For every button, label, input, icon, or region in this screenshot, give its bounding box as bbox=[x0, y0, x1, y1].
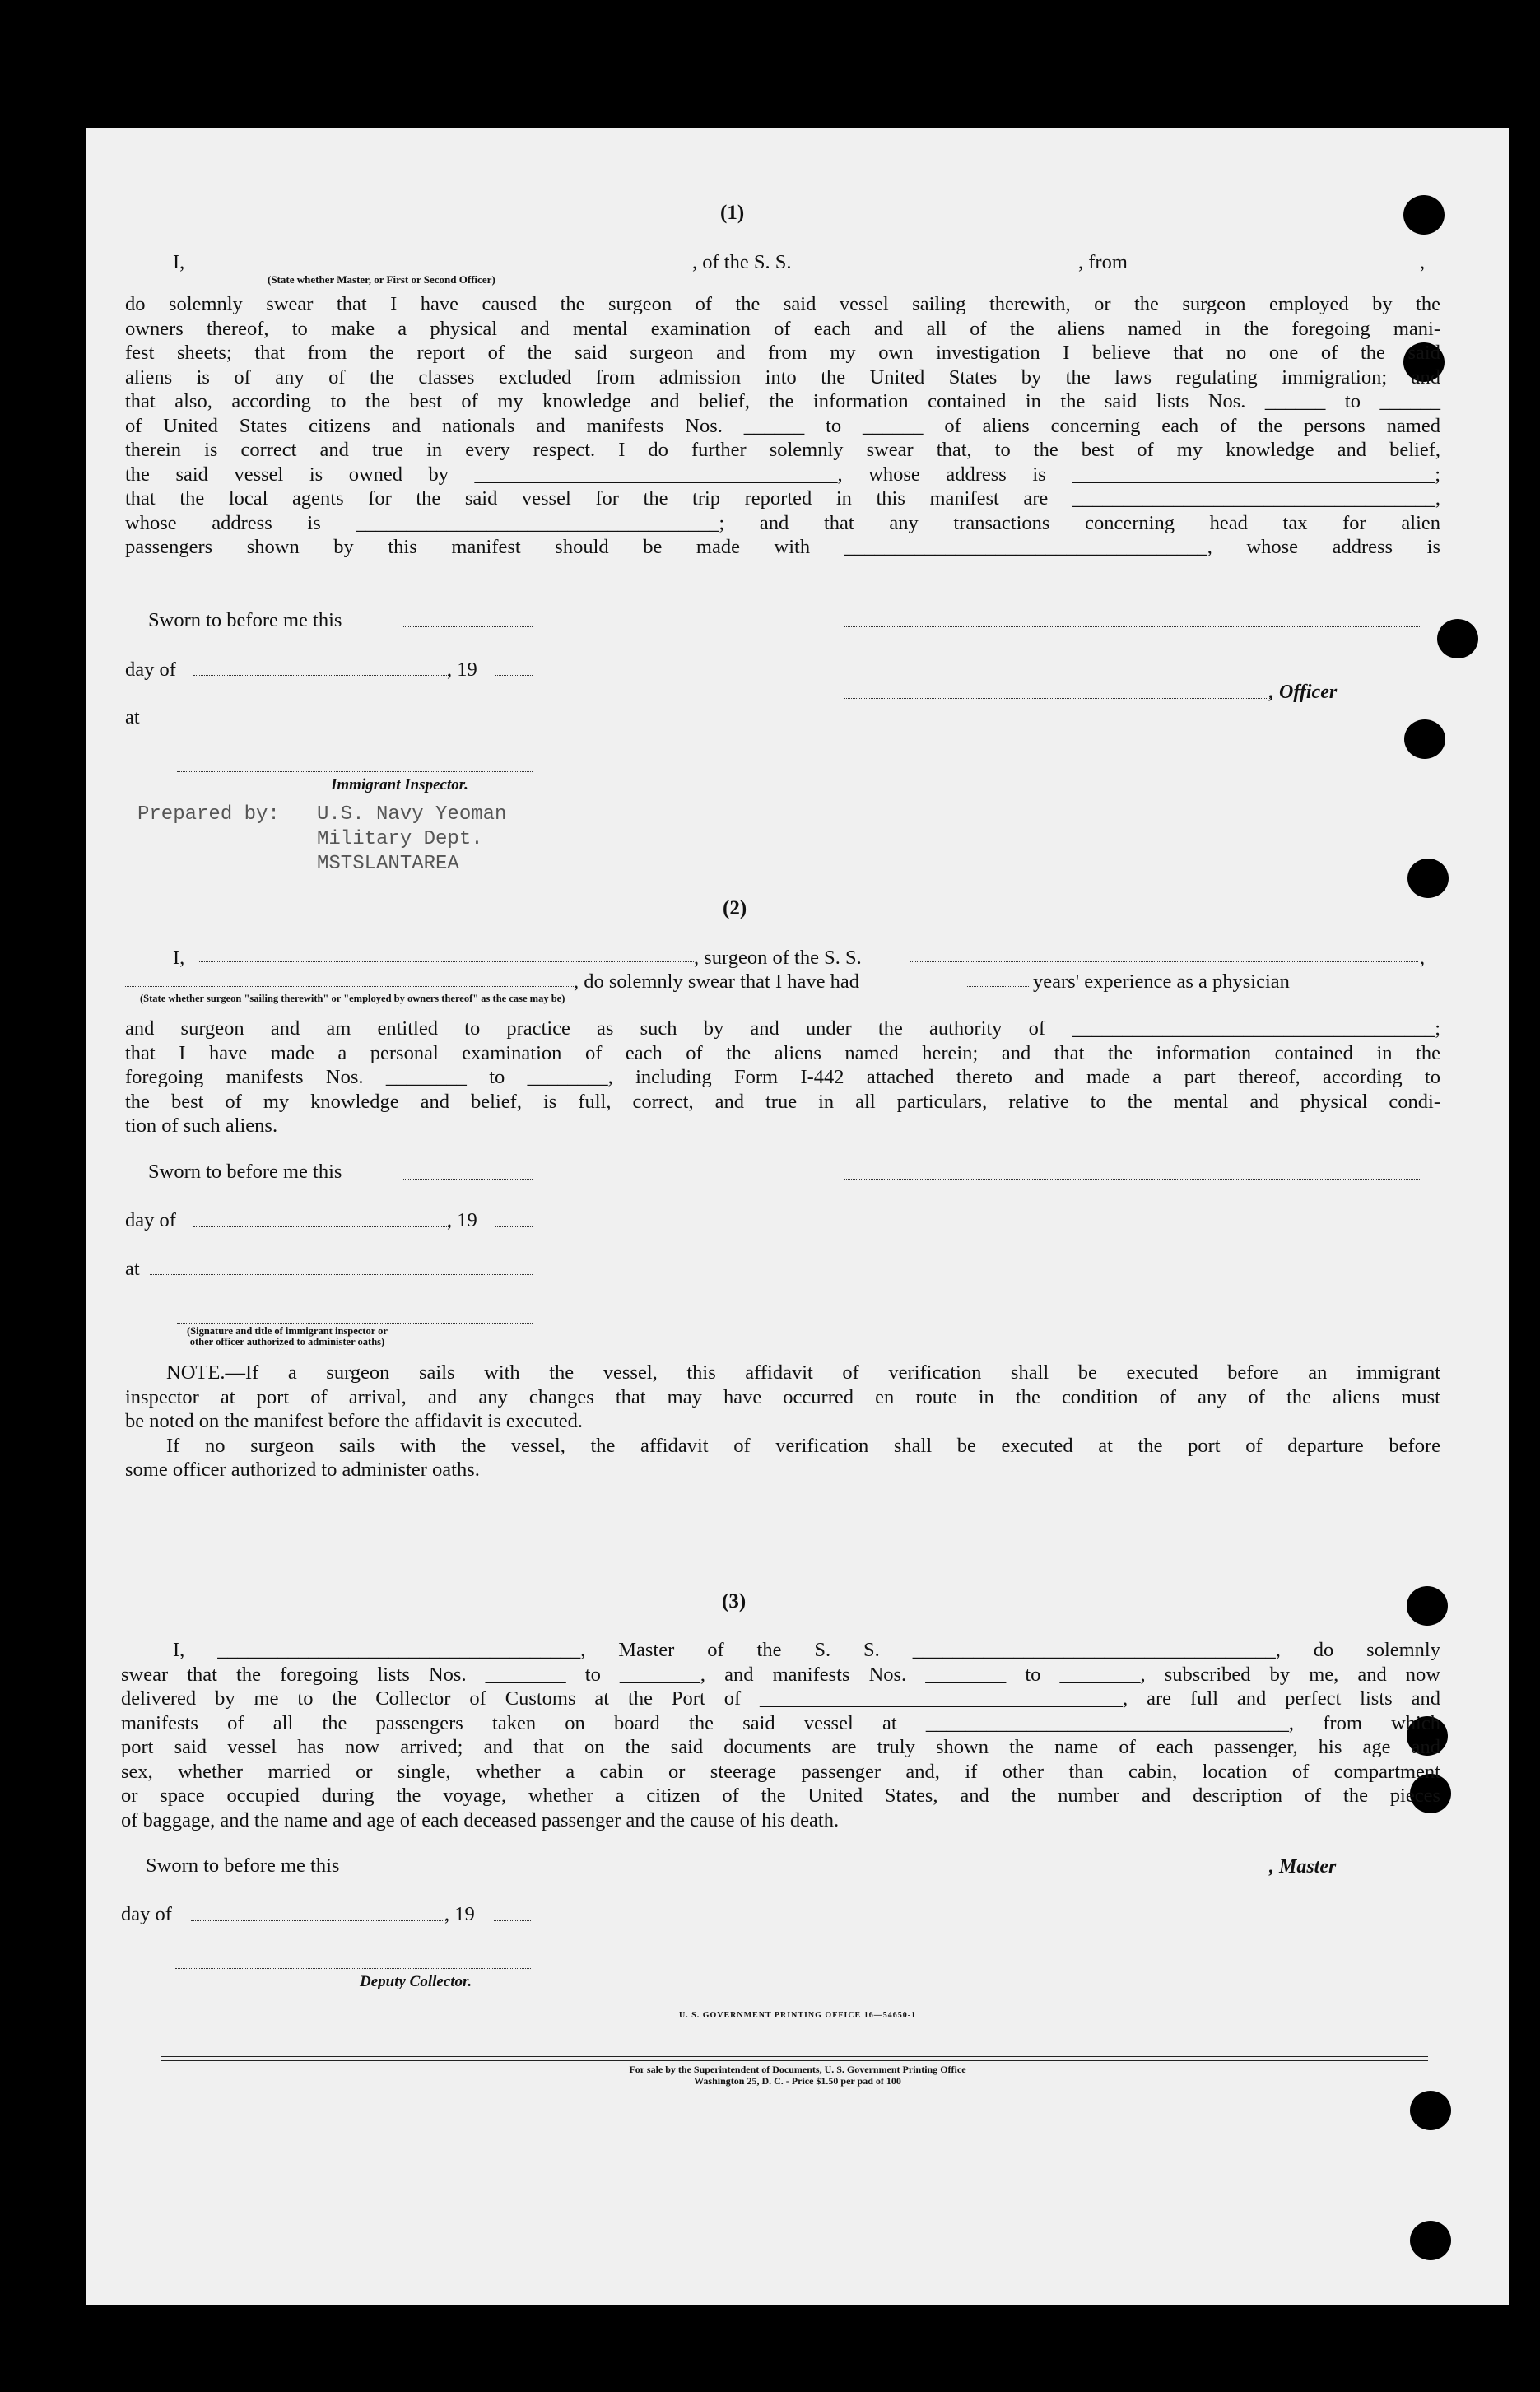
oath-line: of baggage, and the name and age of each deceased passenger and the cause of his death. bbox=[121, 1808, 840, 1831]
day-of-line-2[interactable] bbox=[193, 1226, 449, 1227]
year-label-2: , 19 bbox=[447, 1209, 477, 1231]
officer-signature-line-2[interactable] bbox=[177, 1323, 533, 1324]
officer-signature-line-top[interactable] bbox=[844, 626, 1420, 627]
oath-line: passengers shown by this manifest should be made with ____________________________________, whose address is bbox=[125, 536, 1440, 558]
at-line-2[interactable] bbox=[150, 1274, 533, 1275]
day-of-label-2: day of bbox=[125, 1209, 176, 1231]
oath-line: of United States citizens and nationals and manifests Nos. ______ to ______ of aliens concerning each of the persons named bbox=[125, 414, 1440, 437]
section-2-ss-label: , surgeon of the S. S. bbox=[694, 947, 862, 969]
document-page bbox=[86, 128, 1509, 2305]
oath-line: do solemnly swear that I have caused the surgeon of the said vessel sailing therewith, or the surgeon employed by the bbox=[125, 293, 1440, 315]
oath-line: that the local agents for the said vessel for the trip reported in this manifest are ____________________________________, bbox=[125, 487, 1440, 510]
surgeon-caption: (State whether surgeon "sailing therewith" or "employed by owners thereof" as the case may be) bbox=[140, 993, 565, 1004]
oath-line: foregoing manifests Nos. ________ to ________, including Form I-442 attached thereto and made a part thereof, according to bbox=[125, 1066, 1440, 1088]
punch-hole-4 bbox=[1404, 719, 1445, 759]
stamp-line: U.S. Navy Yeoman bbox=[317, 803, 507, 826]
gpo-imprint: U. S. GOVERNMENT PRINTING OFFICE 16—54650-1 bbox=[678, 2011, 917, 2020]
day-of-label-1: day of bbox=[125, 658, 176, 681]
punch-hole-10 bbox=[1410, 2221, 1451, 2260]
surgeon-ship-line[interactable] bbox=[910, 961, 1418, 962]
note-line: NOTE.—If a surgeon sails with the vessel, this affidavit of verification shall be executed before an immigrant bbox=[166, 1361, 1440, 1384]
section-1-ss-label: , of the S. S. bbox=[692, 251, 792, 273]
oath-line: tion of such aliens. bbox=[125, 1115, 278, 1137]
year-line-1[interactable] bbox=[495, 675, 533, 676]
section-1-comma: , bbox=[1420, 251, 1426, 273]
oath-line: owners thereof, to make a physical and mental examination of each and all of the aliens named in the foregoing mani- bbox=[125, 317, 1440, 340]
day-of-label-3: day of bbox=[121, 1903, 172, 1925]
section-2-i: I, bbox=[173, 947, 185, 969]
inspector-caption: Immigrant Inspector. bbox=[331, 776, 468, 793]
inspector-signature-line[interactable] bbox=[177, 771, 533, 772]
surgeon-status-line[interactable] bbox=[125, 986, 574, 987]
punch-hole-6 bbox=[1407, 1586, 1448, 1626]
master-caption: (State whether Master, or First or Second Officer) bbox=[268, 273, 495, 286]
sworn-label-2: Sworn to before me this bbox=[148, 1161, 342, 1183]
section-3-number: (3) bbox=[722, 1590, 747, 1613]
sale-notice bbox=[86, 2064, 1509, 2087]
punch-hole-5 bbox=[1407, 859, 1449, 898]
experience-label: , do solemnly swear that I have had bbox=[574, 970, 859, 993]
stamp-line: Military Dept. bbox=[317, 828, 483, 850]
sworn-date-line-2[interactable] bbox=[403, 1179, 533, 1180]
section-1-oath bbox=[125, 292, 1440, 560]
oath-line: aliens is of any of the classes excluded from admission into the United States by the laws regulating immigration; and bbox=[125, 365, 1440, 389]
note-line: If no surgeon sails with the vessel, the affidavit of verification shall be executed at the port of departure before bbox=[166, 1434, 1440, 1457]
year-label-1: , 19 bbox=[447, 658, 477, 681]
note-line: be noted on the manifest before the affidavit is executed. bbox=[125, 1410, 584, 1432]
surgeon-name-line[interactable] bbox=[198, 961, 694, 962]
signature-caption bbox=[187, 1326, 388, 1347]
at-label-2: at bbox=[125, 1258, 140, 1280]
years-experience-line[interactable] bbox=[967, 986, 1029, 987]
oath-line: that I have made a personal examination of each of the aliens named herein; and that the information contained in the bbox=[125, 1041, 1440, 1064]
oath-line: the best of my knowledge and belief, is full, correct, and true in all particulars, relative to the mental and physical condi- bbox=[125, 1090, 1440, 1113]
note bbox=[125, 1361, 1440, 1482]
sworn-label-3: Sworn to before me this bbox=[146, 1854, 340, 1877]
oath-line: port said vessel has now arrived; and that on the said documents are truly shown the name of each passenger, his age and bbox=[121, 1736, 1440, 1758]
stamp-line: MSTSLANTAREA bbox=[317, 853, 459, 875]
section-1-number: (1) bbox=[720, 202, 745, 224]
master-label: , Master bbox=[1269, 1856, 1337, 1878]
section-2-comma: , bbox=[1420, 947, 1426, 969]
section-1-from-label: , from bbox=[1078, 251, 1128, 273]
sale-line: For sale by the Superintendent of Documents, U. S. Government Printing Office bbox=[629, 2064, 966, 2075]
oath-line: or space occupied during the voyage, whether a citizen of the United States, and the number and description of the pieces bbox=[121, 1785, 1440, 1807]
footer-rule-2 bbox=[161, 2060, 1428, 2061]
sworn-label-1: Sworn to before me this bbox=[148, 609, 342, 631]
year-label-3: , 19 bbox=[444, 1903, 475, 1925]
officer-label: , Officer bbox=[1269, 682, 1338, 703]
footer-rule-1 bbox=[161, 2056, 1428, 2057]
oath-line: sex, whether married or single, whether a cabin or steerage passenger and, if other than cabin, location of compartment bbox=[121, 1760, 1440, 1783]
sale-line: Washington 25, D. C. - Price $1.50 per pad of 100 bbox=[694, 2075, 901, 2087]
physician-label: years' experience as a physician bbox=[1033, 970, 1290, 993]
note-line: inspector at port of arrival, and any changes that may have occurred en route in the condition of any of the aliens must bbox=[125, 1385, 1440, 1408]
oath-line: that also, according to the best of my knowledge and belief, the information contained in the said lists Nos. ______ to ______ bbox=[125, 390, 1440, 412]
punch-hole-1 bbox=[1403, 195, 1445, 235]
oath-line: delivered by me to the Collector of Customs at the Port of ____________________________________, are full and perfect lists and bbox=[121, 1687, 1440, 1710]
section-3-oath bbox=[121, 1638, 1440, 1832]
oath-line: manifests of all the passengers taken on board the said vessel at ____________________________________, from which bbox=[121, 1711, 1440, 1734]
oath-line: therein is correct and true in every respect. I do further solemnly swear that, to the best of my knowledge and belief, bbox=[125, 439, 1440, 461]
at-label-1: at bbox=[125, 706, 140, 728]
day-of-line-3[interactable] bbox=[191, 1920, 446, 1921]
prepared-by-label: Prepared by: bbox=[137, 803, 280, 826]
section-1-i: I, bbox=[173, 251, 185, 273]
collector-caption: Deputy Collector. bbox=[360, 1973, 472, 1990]
note-line: some officer authorized to administer oaths. bbox=[125, 1459, 480, 1481]
oath-line: the said vessel is owned by ____________________________________, whose address is ____________________________________; bbox=[125, 463, 1440, 486]
oath-line: and surgeon and am entitled to practice as such by and under the authority of ____________________________________; bbox=[125, 1017, 1440, 1040]
year-line-2[interactable] bbox=[495, 1226, 533, 1227]
day-of-line-1[interactable] bbox=[193, 675, 449, 676]
caption-line: (Signature and title of immigrant inspector or bbox=[187, 1325, 388, 1337]
oath-line: fest sheets; that from the report of the said surgeon and from my own investigation I believe that no one of the said bbox=[125, 342, 1440, 364]
oath-line: whose address is ____________________________________; and that any transactions concerning head tax for alien bbox=[125, 511, 1440, 534]
sworn-date-line-1[interactable] bbox=[403, 626, 533, 627]
year-line-3[interactable] bbox=[494, 1920, 531, 1921]
punch-hole-9 bbox=[1410, 2091, 1451, 2130]
punch-hole-3 bbox=[1437, 619, 1478, 658]
oath-line: I, ____________________________________, Master of the S. S. ____________________________________, do solemnly bbox=[173, 1639, 1440, 1661]
section-2-oath bbox=[125, 1017, 1440, 1138]
section-2-number: (2) bbox=[723, 897, 747, 919]
caption-line: other officer authorized to administer oaths) bbox=[189, 1336, 385, 1347]
collector-signature-line[interactable] bbox=[175, 1968, 531, 1969]
oath-line: swear that the foregoing lists Nos. ________ to ________, and manifests Nos. ________ to ________, subscribed by me, and now bbox=[121, 1663, 1440, 1686]
prepared-by-stamp bbox=[317, 803, 506, 877]
officer-signature-line[interactable] bbox=[844, 698, 1272, 699]
surgeon-signature-line[interactable] bbox=[844, 1179, 1420, 1180]
